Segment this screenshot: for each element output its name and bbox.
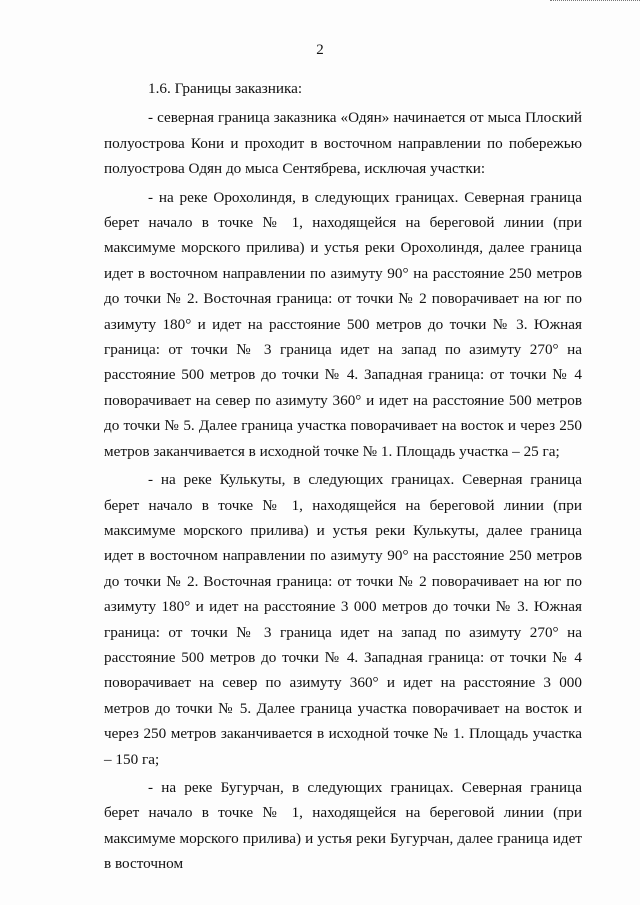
page-number: 2 [316, 42, 324, 58]
paragraph-orokholindya-plot: - на реке Орохолиндя, в следующих границах. Северная граница берет начало в точке № 1, находящейся на береговой линии (при максимуме морского прилива) и устья реки Орохолиндя, далее граница идет в восточном направлении по азимуту 90° на расстояние 250 метров до точки № 2. Восточная граница: от точки № 2 поворачивает на юг по азимуту 180° и идет на расстояние 500 метров до точки № 3. Южная граница: от точки № 3 граница идет на запад по азимуту 270° на расстояние 500 метров до точки № 4. Западная граница: от точки № 4 поворачивает на север по азимуту 360° и идет на расстояние 500 метров до точки № 5. Далее граница участка поворачивает на восток и через 250 метров заканчивается в исходной точке № 1. Площадь участка – 25 га; [104, 188, 582, 460]
paragraph-northern-boundary: - северная граница заказника «Одян» начинается от мыса Плоский полуострова Кони и проходит в восточном направлении по побережью полуострова Одян до мыса Сентябрева, исключая участки: [104, 109, 582, 178]
paragraph-bugurchan-plot: - на реке Бугурчан, в следующих границах. Северная граница берет начало в точке № 1, находящейся на береговой линии (при максимуме морского прилива) и устья реки Бугурчан, далее граница идет в восточном [104, 778, 582, 873]
scan-edge-mark [550, 0, 640, 3]
section-heading: 1.6. Границы заказника: [148, 80, 303, 97]
paragraph-kulkuty-plot: - на реке Кулькуты, в следующих границах. Северная граница берет начало в точке № 1, находящейся на береговой линии (при максимуме морского прилива) и устья реки Кулькуты, далее граница идет в восточном направлении по азимуту 90° на расстояние 250 метров до точки № 2. Восточная граница: от точки № 2 поворачивает на юг по азимуту 180° и идет на расстояние 3 000 метров до точки № 3. Южная граница: от точки № 3 граница идет на запад по азимуту 270° на расстояние 500 метров до точки № 4. Западная граница: от точки № 4 поворачивает на север по азимуту 360° и идет на расстояние 3 000 метров до точки № 5. Далее граница участка поворачивает на восток и через 250 метров заканчивается в исходной точке № 1. Площадь участка – 150 га; [104, 471, 582, 768]
document-body [104, 76, 582, 880]
